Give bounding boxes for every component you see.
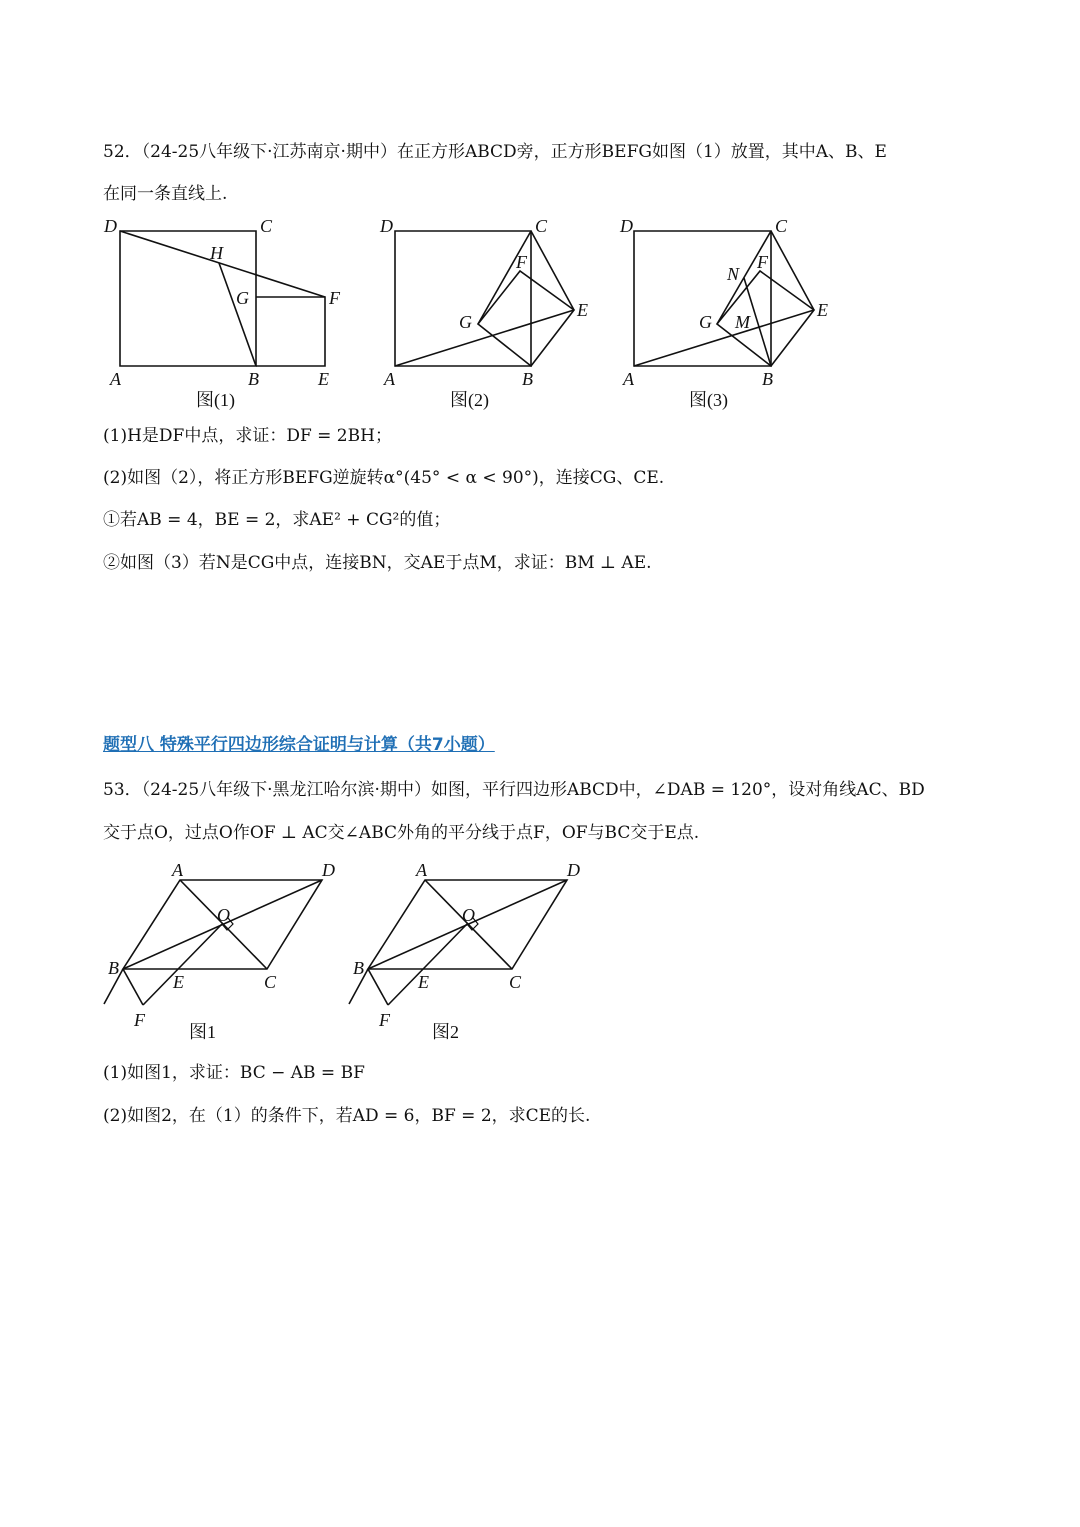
label-m: M: [735, 312, 750, 332]
problem-52-q2b: ②如图（3）若N是CG中点，连接BN，交AE于点M，求证：BM ⊥ AE.: [103, 553, 652, 573]
label-c: C: [260, 216, 273, 236]
label-a: A: [110, 369, 121, 389]
label-f: F: [134, 1010, 145, 1030]
segment-cg: [478, 231, 531, 324]
label-h: H: [210, 243, 223, 263]
problem-53-q1: (1)如图1，求证：BC − AB = BF: [103, 1063, 365, 1083]
label-f: F: [379, 1010, 390, 1030]
line-bf: [368, 969, 388, 1005]
label-c: C: [264, 972, 277, 992]
segment-cg: [717, 231, 771, 324]
label-g: G: [459, 312, 472, 332]
label-e: E: [173, 972, 184, 992]
label-n: N: [727, 264, 740, 284]
square-abcd: [395, 231, 531, 366]
label-d: D: [104, 216, 117, 236]
problem-53-q2: (2)如图2，在（1）的条件下，若AD = 6，BF = 2，求CE的长.: [103, 1106, 591, 1126]
segment-ae: [395, 310, 574, 366]
line-bf: [123, 969, 143, 1005]
label-f: F: [757, 252, 768, 272]
segment-ae: [634, 310, 814, 366]
label-b: B: [353, 958, 364, 978]
figure-52-3: [615, 210, 840, 415]
label-e: E: [318, 369, 329, 389]
label-b: B: [108, 958, 119, 978]
problem-52-line2: 在同一条直线上.: [103, 184, 228, 204]
caption-fig2: 图(2): [450, 390, 489, 410]
problem-52-q1: (1)H是DF中点，求证：DF = 2BH；: [103, 426, 392, 446]
problem-52-line1: 52．（24-25八年级下·江苏南京·期中）在正方形ABCD旁，正方形BEFG如图（1）放置，其中A、B、E: [103, 142, 887, 162]
label-d: D: [322, 860, 335, 880]
label-e: E: [577, 300, 588, 320]
problem-53-line2: 交于点O，过点O作OF ⊥ AC交∠ABC外角的平分线于点F，OF与BC交于E点.: [103, 823, 700, 843]
label-c: C: [535, 216, 548, 236]
square-befg: [717, 271, 814, 366]
caption-fig2: 图2: [432, 1022, 459, 1042]
figure-52-1: [100, 210, 360, 415]
label-o: O: [217, 905, 230, 925]
caption-fig1: 图1: [189, 1022, 216, 1042]
square-befg: [478, 271, 574, 366]
label-b: B: [522, 369, 533, 389]
label-o: O: [462, 905, 475, 925]
label-d: D: [380, 216, 393, 236]
label-a: A: [172, 860, 183, 880]
line-of: [143, 924, 222, 1005]
segment-ce: [771, 231, 814, 310]
label-b: B: [762, 369, 773, 389]
caption-fig3: 图(3): [689, 390, 728, 410]
square-befg: [256, 297, 325, 366]
figure-52-2: [375, 210, 600, 415]
problem-52-q2: (2)如图（2），将正方形BEFG逆旋转α°(45° < α < 90°)，连接CG、CE.: [103, 468, 665, 488]
label-d: D: [620, 216, 633, 236]
segment-bh: [219, 263, 256, 366]
section-title: 题型八 特殊平行四边形综合证明与计算（共7小题）: [103, 735, 495, 755]
label-a: A: [384, 369, 395, 389]
label-c: C: [775, 216, 788, 236]
label-g: G: [236, 288, 249, 308]
figure-53-1: [100, 855, 350, 1050]
label-a: A: [623, 369, 634, 389]
figure-53-2: [345, 855, 595, 1050]
label-f: F: [516, 252, 527, 272]
caption-fig1: 图(1): [196, 390, 235, 410]
problem-52-q2a: ①若AB = 4，BE = 2，求AE² + CG²的值；: [103, 510, 451, 530]
label-f: F: [329, 288, 340, 308]
label-e: E: [817, 300, 828, 320]
problem-53-line1: 53．（24-25八年级下·黑龙江哈尔滨·期中）如图，平行四边形ABCD中，∠DAB = 120°，设对角线AC、BD: [103, 780, 925, 800]
segment-df: [120, 231, 325, 297]
segment-ce: [531, 231, 574, 310]
line-of: [388, 924, 467, 1005]
label-a: A: [416, 860, 427, 880]
label-d: D: [567, 860, 580, 880]
label-e: E: [418, 972, 429, 992]
label-c: C: [509, 972, 522, 992]
label-b: B: [248, 369, 259, 389]
label-g: G: [699, 312, 712, 332]
